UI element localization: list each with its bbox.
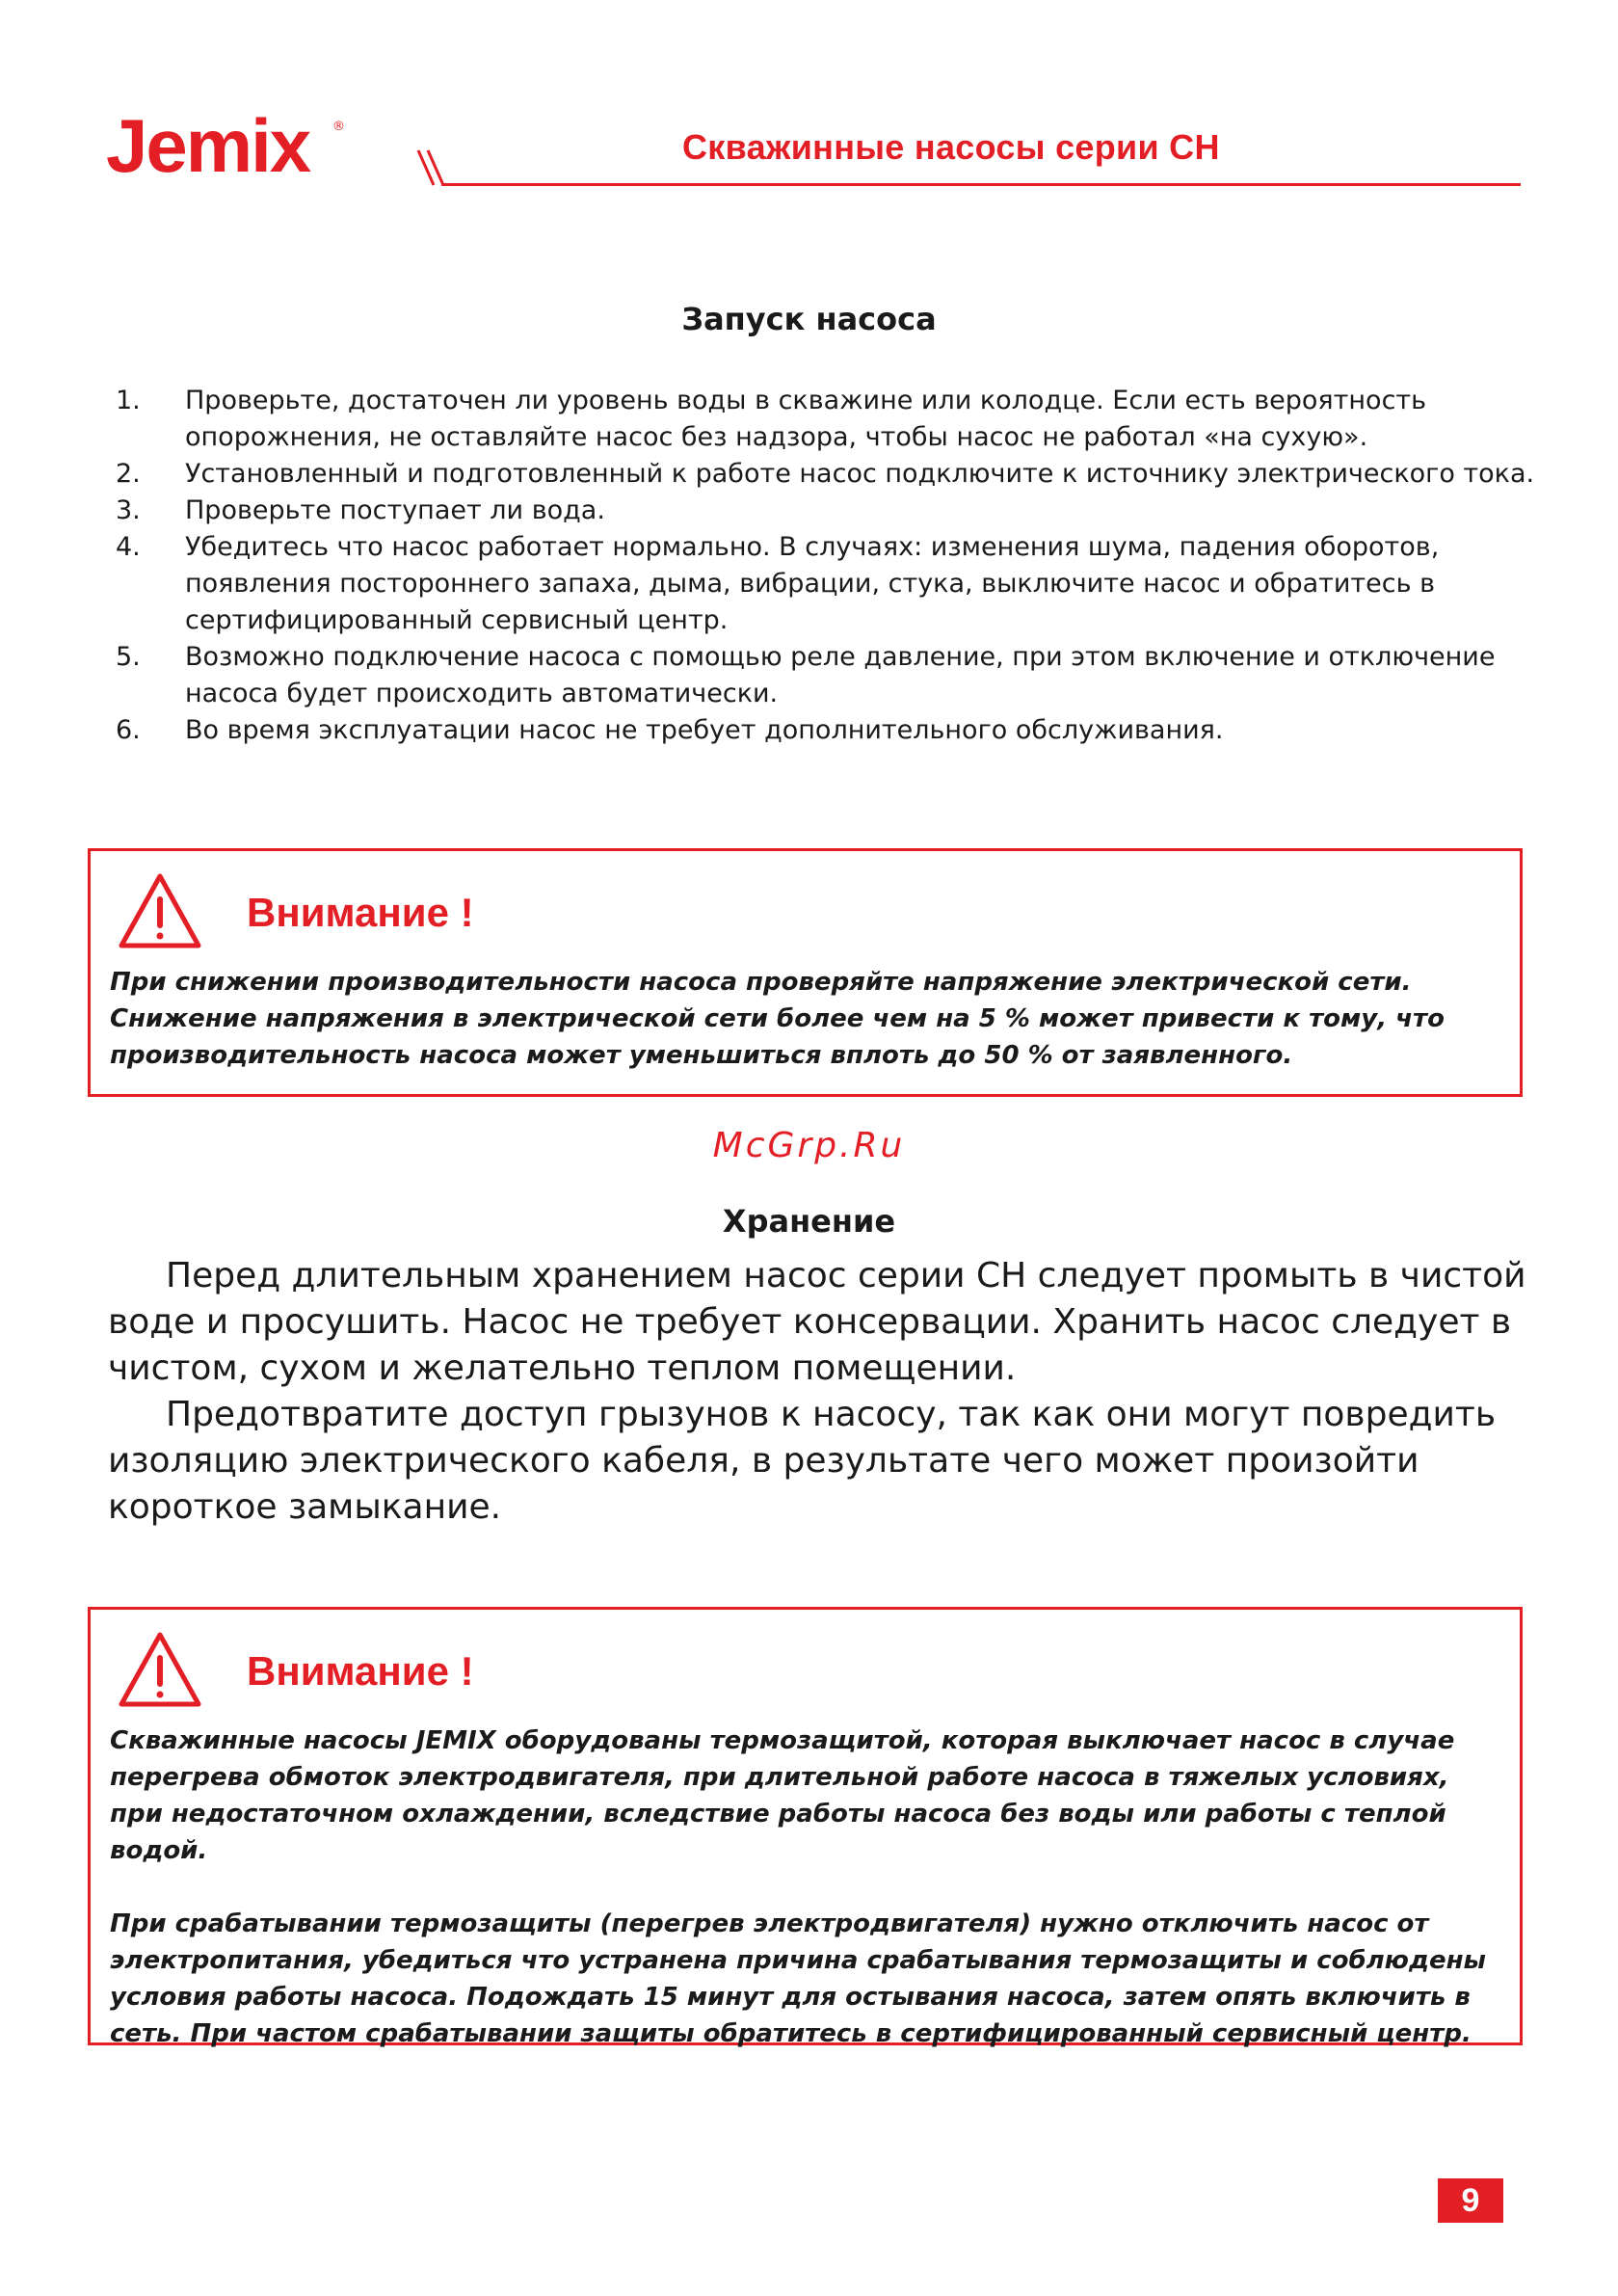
warning-title: Внимание ! (247, 1648, 474, 1694)
warning-paragraph: При снижении производительности насоса проверяйте напряжение электрической сети. Снижение напряжения в электрической сети более чем на 5 % может привести к тому, что производительность насоса может уменьшиться вплоть до 50 % от заявленного. (110, 968, 1445, 1070)
warning-title: Внимание ! (247, 890, 474, 935)
warning-paragraph: Скважинные насосы JEMIX оборудованы термозащитой, которая выключает насос в случае перегрева обмоток электродвигателя, при длительной работе насоса в тяжелых условиях, при недостаточном охлаждении, вследствие работы насоса без воды или работы с теплой водой. (110, 1726, 1455, 1865)
step-text: Проверьте, достаточен ли уровень воды в скважине или колодце. Если есть вероятность опорожнения, не оставляйте насос без надзора, чтобы насос не работал «на сухую». (185, 386, 1427, 452)
warning-box-thermal (88, 1607, 1523, 2048)
step-item (116, 456, 1542, 493)
step-number: 4. (116, 532, 141, 562)
warning-box-voltage (88, 848, 1523, 1097)
watermark: McGrp.Ru (712, 1126, 906, 1165)
logo-text: Jemix (106, 103, 310, 188)
step-number: 6. (116, 715, 141, 745)
step-number: 3. (116, 495, 141, 525)
step-text: Во время эксплуатации насос не требует дополнительного обслуживания. (185, 715, 1224, 745)
header-rule (441, 183, 1521, 186)
step-text: Убедитесь что насос работает нормально. В случаях: изменения шума, падения оборотов, появления постороннего запаха, дыма, вибрации, стука, выключите насос и обратитесь в сертифицированный сервисный центр. (185, 532, 1440, 635)
step-number: 2. (116, 459, 141, 489)
start-heading: Запуск насоса (681, 301, 937, 337)
storage-paragraph: Перед длительным хранением насос серии СН следует промыть в чистой воде и просушить. Насос не требует консервации. Хранить насос следует в чистом, сухом и желательно теплом помещении. (108, 1256, 1526, 1388)
step-item (116, 493, 1542, 529)
storage-paragraph: Предотвратите доступ грызунов к насосу, так как они могут повредить изоляцию электрического кабеля, в результате чего может произойти короткое замыкание. (108, 1395, 1497, 1527)
warning-text (110, 1722, 1507, 2052)
registered-mark: ® (332, 120, 345, 134)
warning-triangle-icon (118, 872, 202, 949)
step-number: 5. (116, 642, 141, 672)
storage-text (108, 1253, 1534, 1531)
step-item (116, 383, 1542, 456)
warning-triangle-icon (118, 1631, 202, 1708)
start-steps-list (116, 383, 1542, 749)
step-item (116, 712, 1542, 749)
step-text: Возможно подключение насоса с помощью реле давление, при этом включение и отключение насоса будет происходить автоматически. (185, 642, 1496, 708)
header-slash-icon (416, 148, 449, 187)
warning-text (110, 964, 1507, 1074)
page-number: 9 (1438, 2178, 1503, 2223)
document-title: Скважинные насосы серии СН (682, 127, 1220, 167)
step-item (116, 529, 1542, 639)
step-text: Проверьте поступает ли вода. (185, 495, 605, 525)
step-number: 1. (116, 386, 141, 415)
storage-heading: Хранение (722, 1203, 896, 1240)
warning-paragraph: При срабатывании термозащиты (перегрев электродвигателя) нужно отключить насос от электропитания, убедиться что устранена причина срабатывания термозащиты и соблюдены условия работы насоса. Подождать 15 минут для остывания насоса, затем опять включить в сеть. При частом срабатывании защиты обратитесь в сертифицированный сервисный центр. (110, 1909, 1487, 2048)
step-text: Установленный и подготовленный к работе насос подключите к источнику электрического тока. (185, 459, 1535, 489)
step-item (116, 639, 1542, 712)
